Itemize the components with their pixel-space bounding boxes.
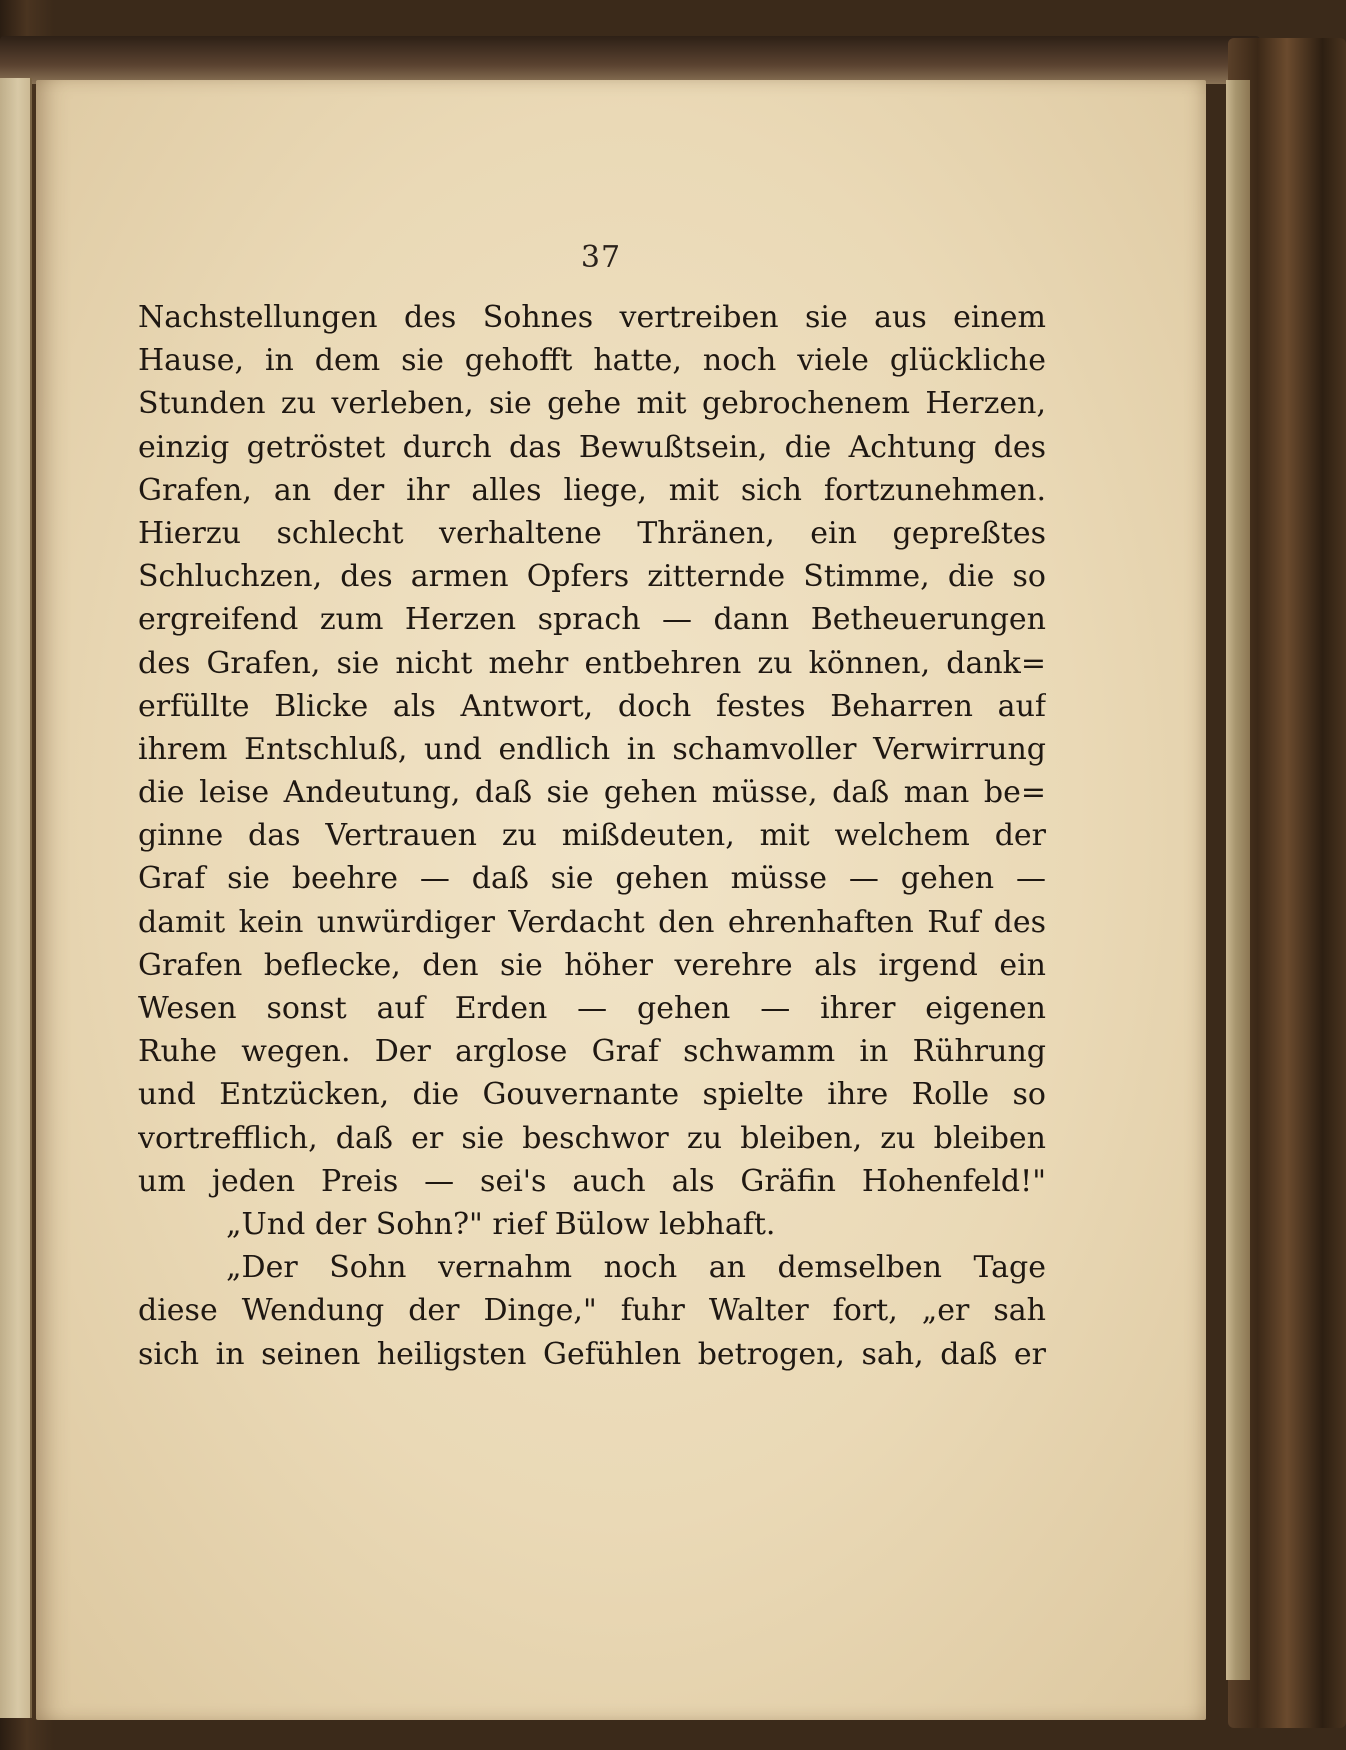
text-line: Nachstellungen des Sohnes vertreiben sie aus einem — [138, 300, 1046, 335]
body-text — [138, 296, 1046, 1376]
book-page — [36, 80, 1206, 1720]
text-line: Grafen, an der ihr alles liege, mit sich fortzunehmen. — [138, 472, 1046, 508]
text-line: damit kein unwürdiger Verdacht den ehrenhaften Ruf des — [138, 904, 1046, 940]
text-line: diese Wendung der Dinge," fuhr Walter fort, „er sah — [138, 1293, 1046, 1329]
text-line: ergreifend zum Herzen sprach — dann Betheuerungen — [138, 602, 1046, 638]
text-line: Graf sie beehre — daß sie gehen müsse — gehen — — [138, 861, 1046, 897]
text-line: sich in seinen heiligsten Gefühlen betrogen, sah, daß er — [138, 1336, 1046, 1372]
text-line: Hierzu schlecht verhaltene Thränen, ein gepreßtes — [138, 515, 1046, 551]
text-line: Grafen beflecke, den sie höher verehre als irgend ein — [138, 947, 1046, 983]
text-line: Stunden zu verleben, sie gehe mit gebrochenem Herzen, — [138, 386, 1046, 422]
text-line: die leise Andeutung, daß sie gehen müsse, daß man be= — [138, 775, 1046, 811]
text-line: ihrem Entschluß, und endlich in schamvoller Verwirrung — [138, 731, 1046, 767]
text-line: ginne das Vertrauen zu mißdeuten, mit welchem der — [138, 818, 1046, 854]
text-line: Schluchzen, des armen Opfers zitternde Stimme, die so — [138, 559, 1046, 595]
text-line: Hause, in dem sie gehofft hatte, noch viele glückliche — [138, 343, 1046, 379]
text-line: einzig getröstet durch das Bewußtsein, die Achtung des — [138, 429, 1046, 465]
page-edges — [1226, 80, 1250, 1680]
text-line: des Grafen, sie nicht mehr entbehren zu können, dank= — [138, 645, 1046, 681]
text-line: um jeden Preis — sei's auch als Gräfin Hohenfeld!" — [138, 1163, 1046, 1199]
text-line: „Und der Sohn?" rief Bülow lebhaft. — [226, 1206, 776, 1242]
text-line: Wesen sonst auf Erden — gehen — ihrer eigenen — [138, 991, 1046, 1026]
text-line: vortrefflich, daß er sie beschwor zu bleiben, zu bleiben — [138, 1120, 1046, 1156]
previous-page-edge — [0, 78, 32, 1718]
text-line: erfüllte Blicke als Antwort, doch festes Beharren auf — [138, 688, 1046, 724]
text-line: Ruhe wegen. Der arglose Graf schwamm in Rührung — [138, 1034, 1046, 1070]
text-line: und Entzücken, die Gouvernante spielte ihre Rolle so — [138, 1077, 1046, 1113]
page-number: 37 — [580, 240, 622, 275]
text-line: „Der Sohn vernahm noch an demselben Tage — [226, 1250, 1046, 1286]
book-cover-top — [0, 36, 1260, 84]
